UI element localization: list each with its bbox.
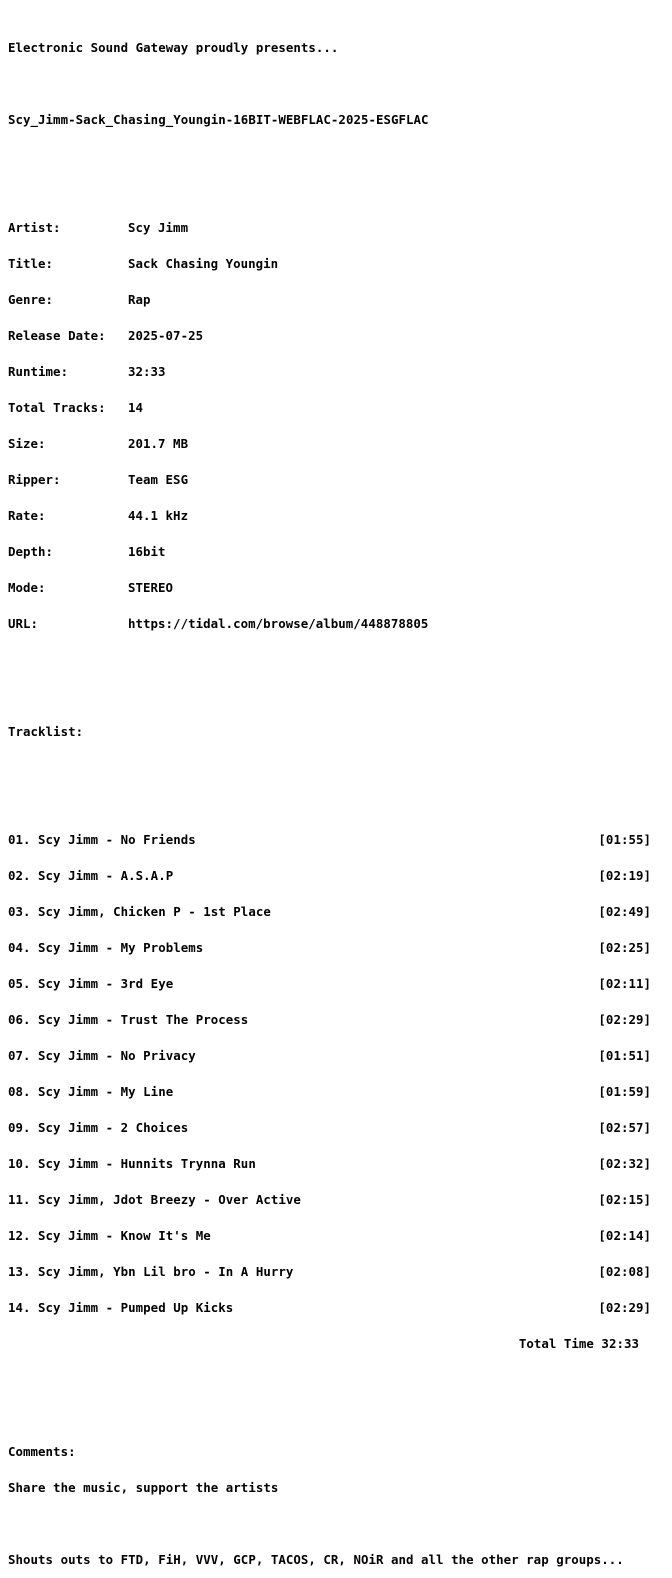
- track-title: 05. Scy Jimm - 3rd Eye: [8, 976, 174, 991]
- track-title: 04. Scy Jimm - My Problems: [8, 940, 204, 955]
- presents-line: Electronic Sound Gateway proudly presents...: [8, 40, 339, 55]
- info-key: Size:: [8, 436, 46, 451]
- info-row-mode: [8, 582, 668, 594]
- track-time: [02:14]: [598, 1228, 651, 1243]
- info-key: URL:: [8, 616, 39, 631]
- track-title: 12. Scy Jimm - Know It's Me: [8, 1228, 211, 1243]
- track-time: [02:25]: [598, 940, 651, 955]
- info-key: Title:: [8, 256, 54, 271]
- comments-heading: Comments:: [8, 1444, 76, 1459]
- info-row-artist: [8, 222, 668, 234]
- total-time: Total Time 32:33: [518, 1336, 639, 1351]
- track-row: [8, 1266, 651, 1278]
- info-row-rate: [8, 510, 668, 522]
- track-row: [8, 1194, 651, 1206]
- track-row: [8, 1050, 651, 1062]
- info-value: 201.7 MB: [128, 436, 189, 451]
- info-value: 2025-07-25: [128, 328, 204, 343]
- info-key: Artist:: [8, 220, 61, 235]
- track-row: [8, 1014, 651, 1026]
- track-title: 14. Scy Jimm - Pumped Up Kicks: [8, 1300, 234, 1315]
- info-value: 14: [128, 400, 144, 415]
- tracklist: [8, 810, 668, 1374]
- track-title: 02. Scy Jimm - A.S.A.P: [8, 868, 174, 883]
- track-time: [02:15]: [598, 1192, 651, 1207]
- info-row-release-date: [8, 330, 668, 342]
- track-row: [8, 906, 651, 918]
- tracklist-heading: Tracklist:: [8, 724, 84, 739]
- track-title: 09. Scy Jimm - 2 Choices: [8, 1120, 189, 1135]
- track-title: 08. Scy Jimm - My Line: [8, 1084, 174, 1099]
- info-key: Mode:: [8, 580, 46, 595]
- info-value: STEREO: [128, 580, 174, 595]
- info-key: Release Date:: [8, 328, 106, 343]
- info-value: Scy Jimm: [128, 220, 189, 235]
- track-row: [8, 978, 651, 990]
- info-row-url: [8, 618, 668, 630]
- track-row: [8, 1122, 651, 1134]
- track-time: [02:32]: [598, 1156, 651, 1171]
- spacer: [8, 150, 668, 162]
- track-title: 01. Scy Jimm - No Friends: [8, 832, 196, 847]
- track-row: [8, 1302, 651, 1314]
- spacer: [8, 1518, 668, 1530]
- info-row-depth: [8, 546, 668, 558]
- spacer: [8, 1410, 668, 1422]
- info-row-total-tracks: [8, 402, 668, 414]
- spacer: [8, 690, 668, 702]
- track-row: [8, 1230, 651, 1242]
- album-url: https://tidal.com/browse/album/448878805: [128, 616, 429, 631]
- track-title: 11. Scy Jimm, Jdot Breezy - Over Active: [8, 1192, 301, 1207]
- spacer: [8, 762, 668, 774]
- track-title: 03. Scy Jimm, Chicken P - 1st Place: [8, 904, 271, 919]
- track-row: [8, 1086, 651, 1098]
- info-value: Rap: [128, 292, 151, 307]
- track-time: [02:11]: [598, 976, 651, 991]
- track-title: 13. Scy Jimm, Ybn Lil bro - In A Hurry: [8, 1264, 294, 1279]
- info-key: Ripper:: [8, 472, 61, 487]
- spacer: [8, 78, 668, 90]
- track-time: [01:55]: [598, 832, 651, 847]
- track-row: [8, 1158, 651, 1170]
- track-time: [01:51]: [598, 1048, 651, 1063]
- track-row: [8, 942, 651, 954]
- comments-text: Share the music, support the artists: [8, 1480, 279, 1495]
- shoutouts-line: Shouts outs to FTD, FiH, VVV, GCP, TACOS, CR, NOiR and all the other rap groups...: [8, 1552, 624, 1567]
- release-name: Scy_Jimm-Sack_Chasing_Youngin-16BIT-WEBFLAC-2025-ESGFLAC: [8, 112, 429, 127]
- info-row-runtime: [8, 366, 668, 378]
- track-time: [02:29]: [598, 1012, 651, 1027]
- track-time: [02:49]: [598, 904, 651, 919]
- track-time: [02:19]: [598, 868, 651, 883]
- nfo-document: [8, 18, 668, 1578]
- info-row-title: [8, 258, 668, 270]
- info-row-ripper: [8, 474, 668, 486]
- track-title: 06. Scy Jimm - Trust The Process: [8, 1012, 249, 1027]
- info-key: Depth:: [8, 544, 54, 559]
- info-value: 44.1 kHz: [128, 508, 189, 523]
- info-row-genre: [8, 294, 668, 306]
- info-row-size: [8, 438, 668, 450]
- info-key: Runtime:: [8, 364, 69, 379]
- info-value: Sack Chasing Youngin: [128, 256, 279, 271]
- info-value: 32:33: [128, 364, 166, 379]
- info-key: Genre:: [8, 292, 54, 307]
- info-key: Total Tracks:: [8, 400, 106, 415]
- track-title: 07. Scy Jimm - No Privacy: [8, 1048, 196, 1063]
- track-time: [01:59]: [598, 1084, 651, 1099]
- track-row: [8, 834, 651, 846]
- info-value: Team ESG: [128, 472, 189, 487]
- track-title: 10. Scy Jimm - Hunnits Trynna Run: [8, 1156, 256, 1171]
- track-time: [02:08]: [598, 1264, 651, 1279]
- track-time: [02:29]: [598, 1300, 651, 1315]
- track-time: [02:57]: [598, 1120, 651, 1135]
- info-key: Rate:: [8, 508, 46, 523]
- release-info: [8, 198, 668, 654]
- track-row: [8, 870, 651, 882]
- info-value: 16bit: [128, 544, 166, 559]
